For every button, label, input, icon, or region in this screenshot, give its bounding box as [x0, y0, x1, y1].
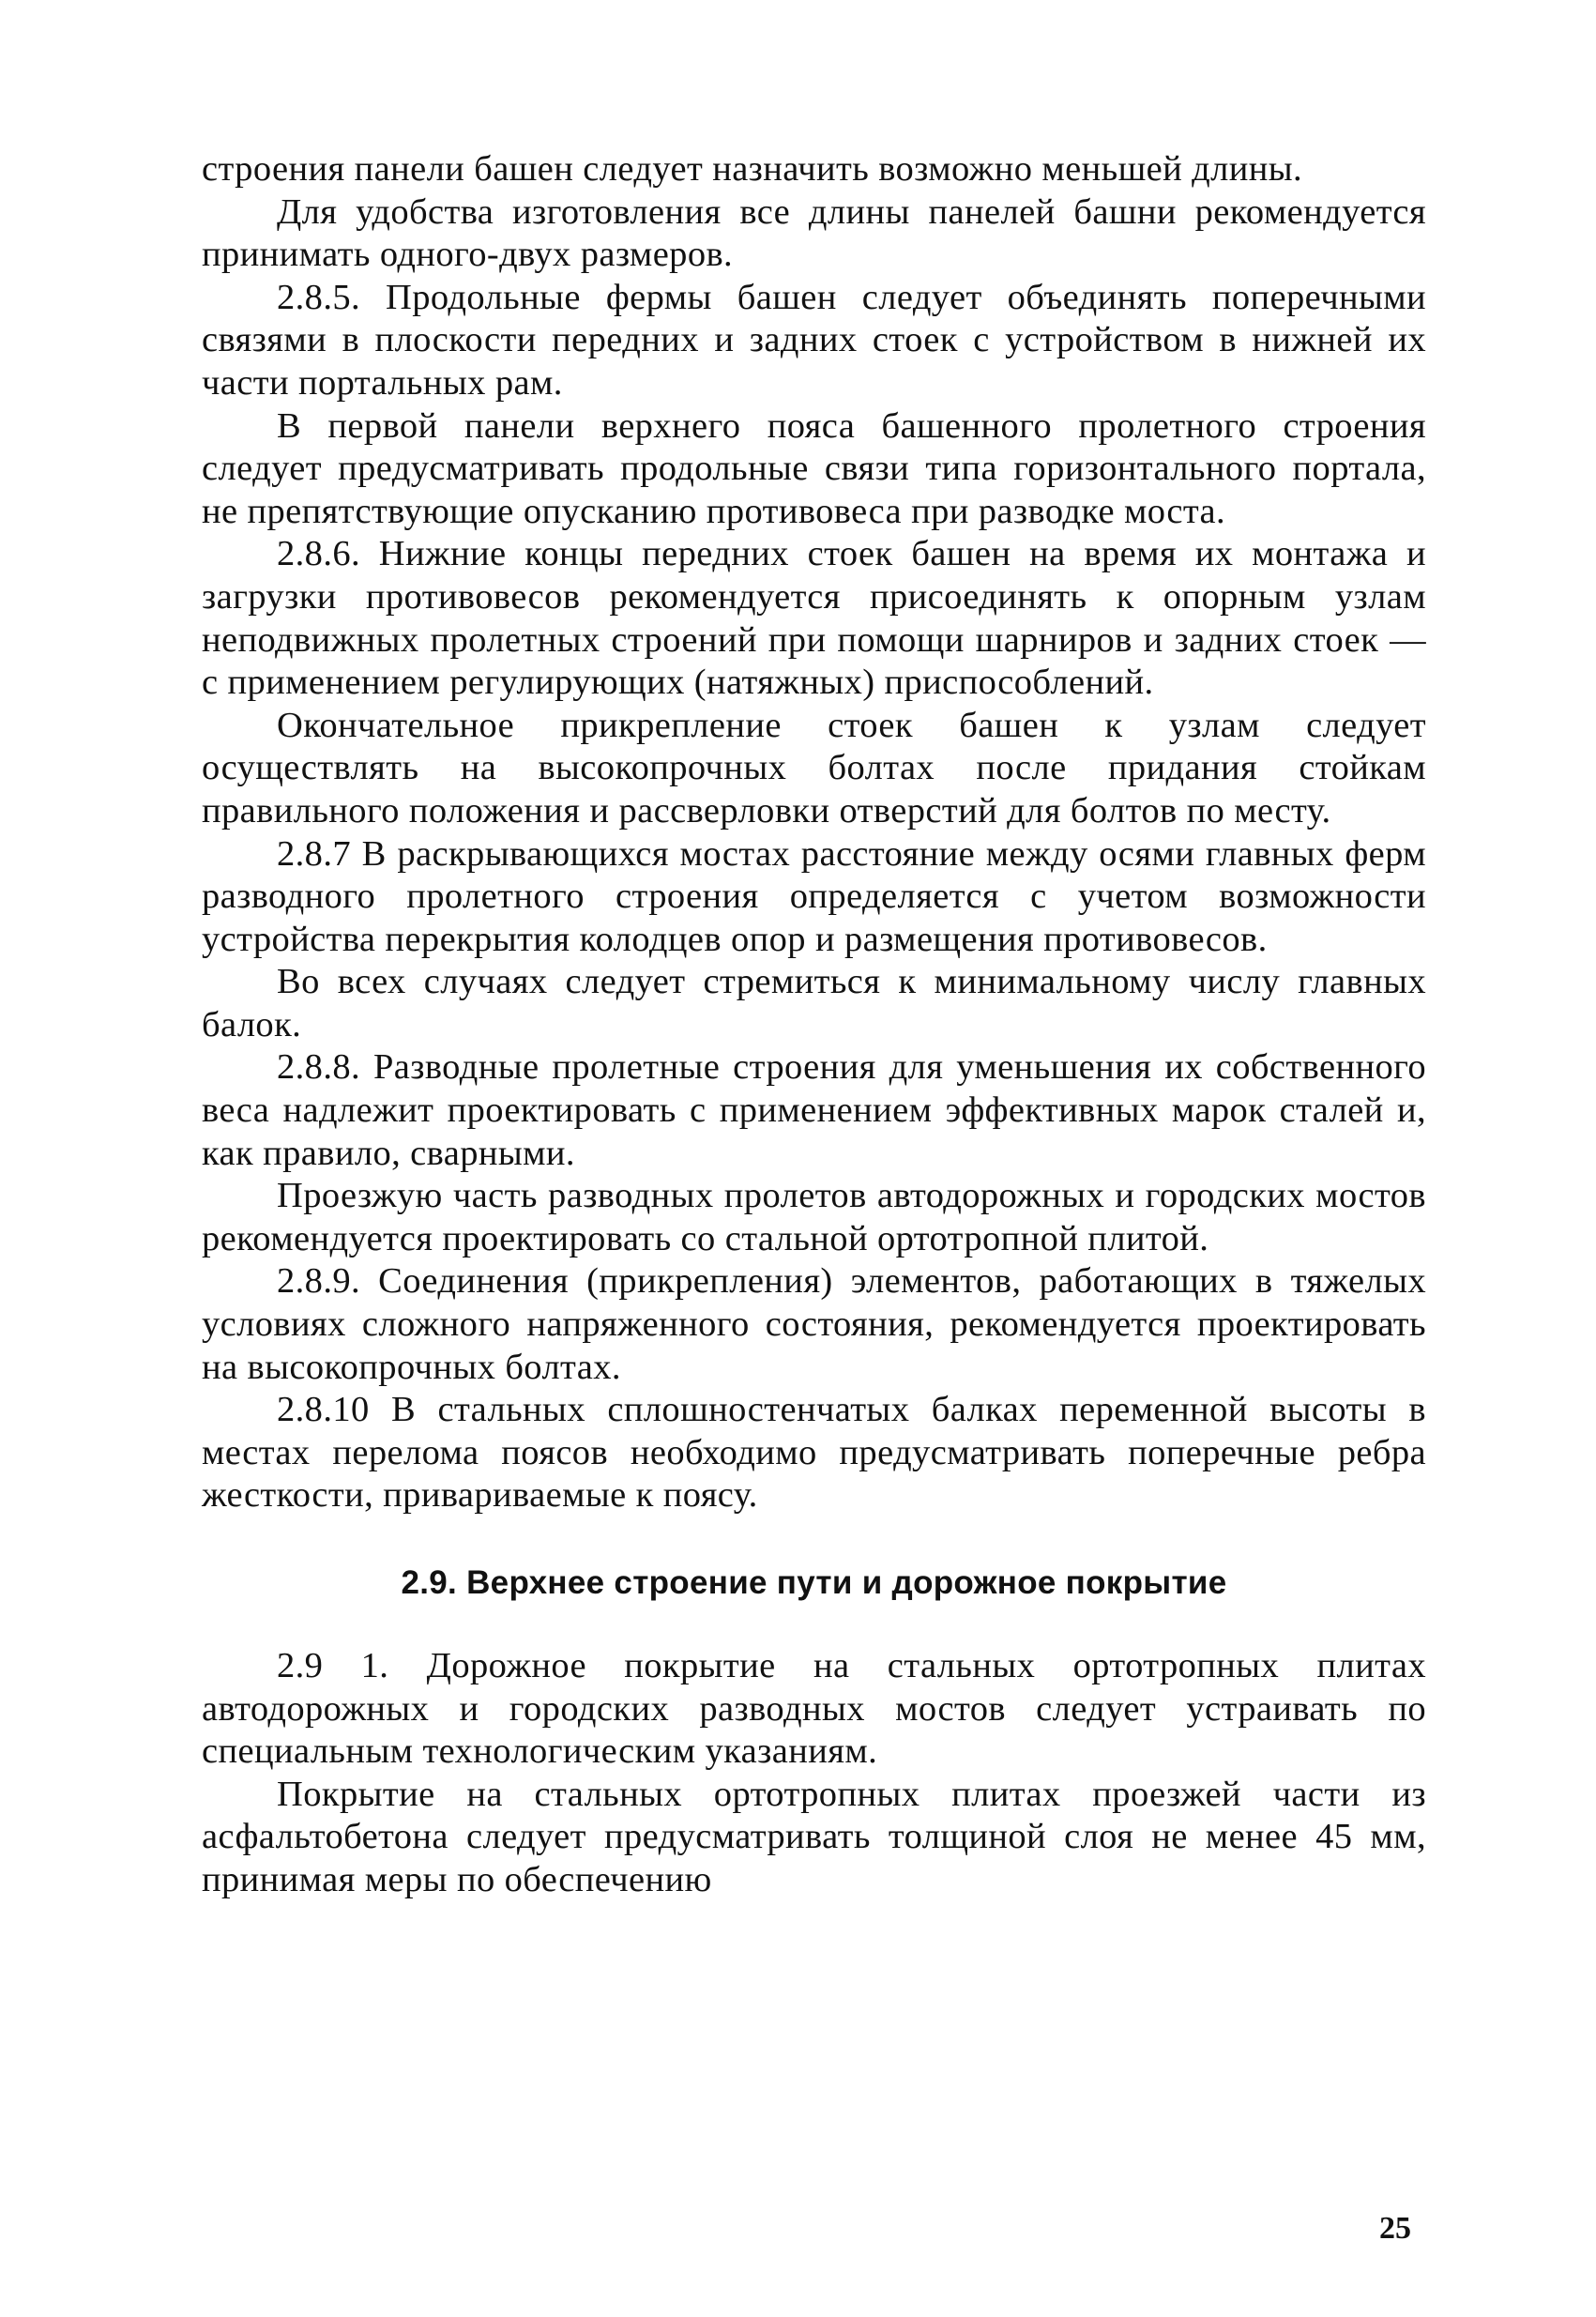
paragraph-continuation: строения панели башен следует назначить возможно меньшей длины. — [202, 149, 1303, 189]
section-heading: 2.9. Верхнее строение пути и дорожное покрытие — [401, 1564, 1227, 1601]
page-number: 25 — [1379, 2211, 1411, 2246]
page-body — [202, 148, 1426, 1902]
paragraph-2-8-5: 2.8.5. Продольные фермы башен следует объединять поперечными связями в плоскости передних и задних стоек с устройством в нижней их части портальных рам. — [202, 277, 1426, 403]
paragraph-2-8-6: 2.8.6. Нижние концы передних стоек башен на время их монтажа и загрузки противовесов рекомендуется присоединять к опорным узлам неподвижных пролетных строений при помощи шарниров и задних стоек — с применением регулирующих (натяжных) приспособлений. — [202, 534, 1426, 703]
paragraph: Во всех случаях следует стремиться к минимальному числу главных балок. — [202, 962, 1426, 1044]
paragraph: Проезжую часть разводных пролетов автодорожных и городских мостов рекомендуется проектировать со стальной ортотропной плитой. — [202, 1176, 1426, 1258]
paragraph-2-9-1: 2.9 1. Дорожное покрытие на стальных ортотропных плитах автодорожных и городских разводных мостов следует устраивать по специальным технологическим указаниям. — [202, 1646, 1426, 1772]
paragraph-2-8-8: 2.8.8. Разводные пролетные строения для уменьшения их собственного веса надлежит проектировать с применением эффективных марок сталей и, как правило, сварными. — [202, 1047, 1426, 1173]
paragraph: Окончательное прикрепление стоек башен к узлам следует осуществлять на высокопрочных болтах после придания стойкам правильного положения и рассверловки отверстий для болтов по месту. — [202, 705, 1426, 831]
paragraph-2-8-9: 2.8.9. Соединения (прикрепления) элементов, работающих в тяжелых условиях сложного напряженного состояния, рекомендуется проектировать на высокопрочных болтах. — [202, 1261, 1426, 1387]
paragraph-2-8-7: 2.8.7 В раскрывающихся мостах расстояние между осями главных ферм разводного пролетного строения определяется с учетом возможности устройства перекрытия колодцев опор и размещения противовесов. — [202, 833, 1426, 959]
paragraph-2-8-10: 2.8.10 В стальных сплошностенчатых балках переменной высоты в местах перелома поясов необходимо предусматривать поперечные ребра жесткости, привариваемые к поясу. — [202, 1390, 1426, 1516]
paragraph: Покрытие на стальных ортотропных плитах проезжей части из асфальтобетона следует предусматривать толщиной слоя не менее 45 мм, принимая меры по обеспечению — [202, 1774, 1426, 1899]
paragraph: В первой панели верхнего пояса башенного пролетного строения следует предусматривать продольные связи типа горизонтального портала, не препятствующие опусканию противовеса при разводке моста. — [202, 405, 1426, 531]
paragraph: Для удобства изготовления все длины панелей башни рекомендуется принимать одного-двух размеров. — [202, 191, 1426, 275]
